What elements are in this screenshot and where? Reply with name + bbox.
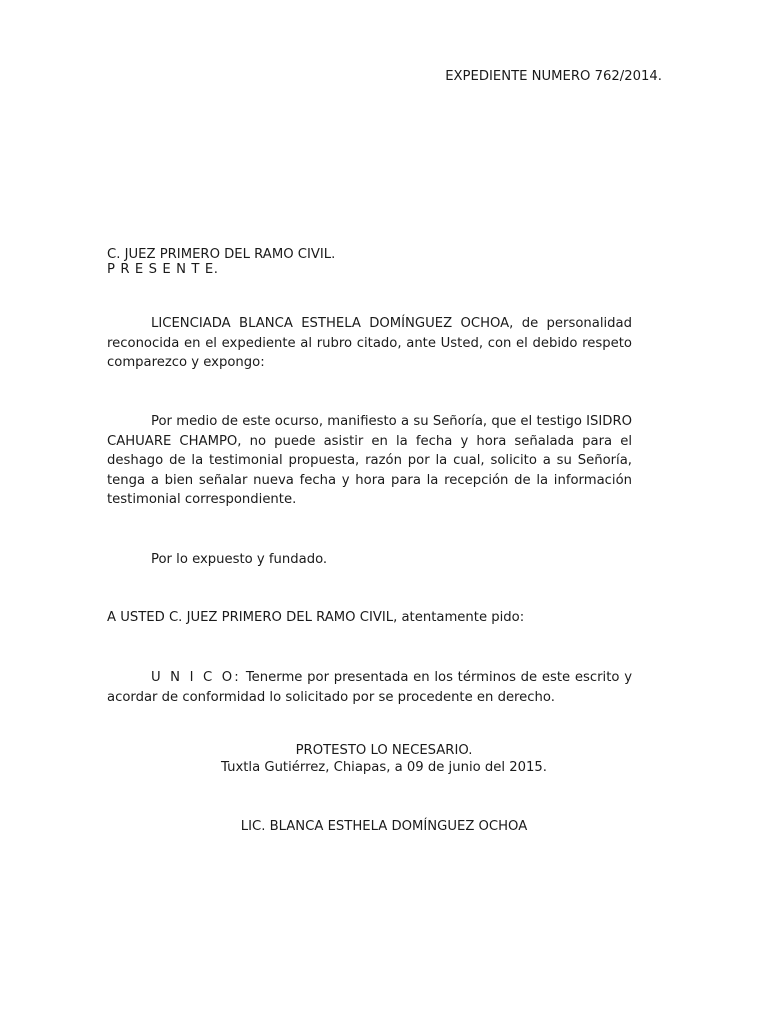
expuesto-line: Por lo expuesto y fundado.: [151, 552, 328, 567]
signature-name: LIC. BLANCA ESTHELA DOMÍNGUEZ OCHOA: [240, 819, 528, 834]
intro-paragraph: LICENCIADA BLANCA ESTHELA DOMÍNGUEZ OCHOA, de personalidad reconocida en el expediente al rubro citado, ante Usted, con el debido respeto comparezco y expongo:: [107, 316, 632, 370]
place-date-line: Tuxtla Gutiérrez, Chiapas, a 09 de junio del 2015.: [221, 760, 547, 775]
expediente-number: EXPEDIENTE NUMERO 762/2014.: [445, 69, 662, 84]
body-paragraph: Por medio de este ocurso, manifiesto a su Señoría, que el testigo ISIDRO CAHUARE CHAMPO, no puede asistir en la fecha y hora señalada para el deshago de la testimonial propuesta, razón por la cual, solicito a su Señoría, tenga a bien señalar nueva fecha y hora para la recepción de la información testimonial correspondiente.: [107, 414, 632, 507]
unico-label: U N I C O:: [151, 670, 242, 685]
addressee-presente: P R E S E N T E.: [107, 262, 219, 277]
unico-text: Tenerme por presentada en los términos de este escrito y acordar de conformidad lo solicitado por se procedente en derecho.: [107, 670, 632, 705]
protesto-line: PROTESTO LO NECESARIO.: [295, 743, 473, 758]
petition-line: A USTED C. JUEZ PRIMERO DEL RAMO CIVIL, atentamente pido:: [107, 610, 525, 625]
unico-paragraph: [107, 668, 632, 707]
addressee-judge: C. JUEZ PRIMERO DEL RAMO CIVIL.: [107, 247, 336, 262]
